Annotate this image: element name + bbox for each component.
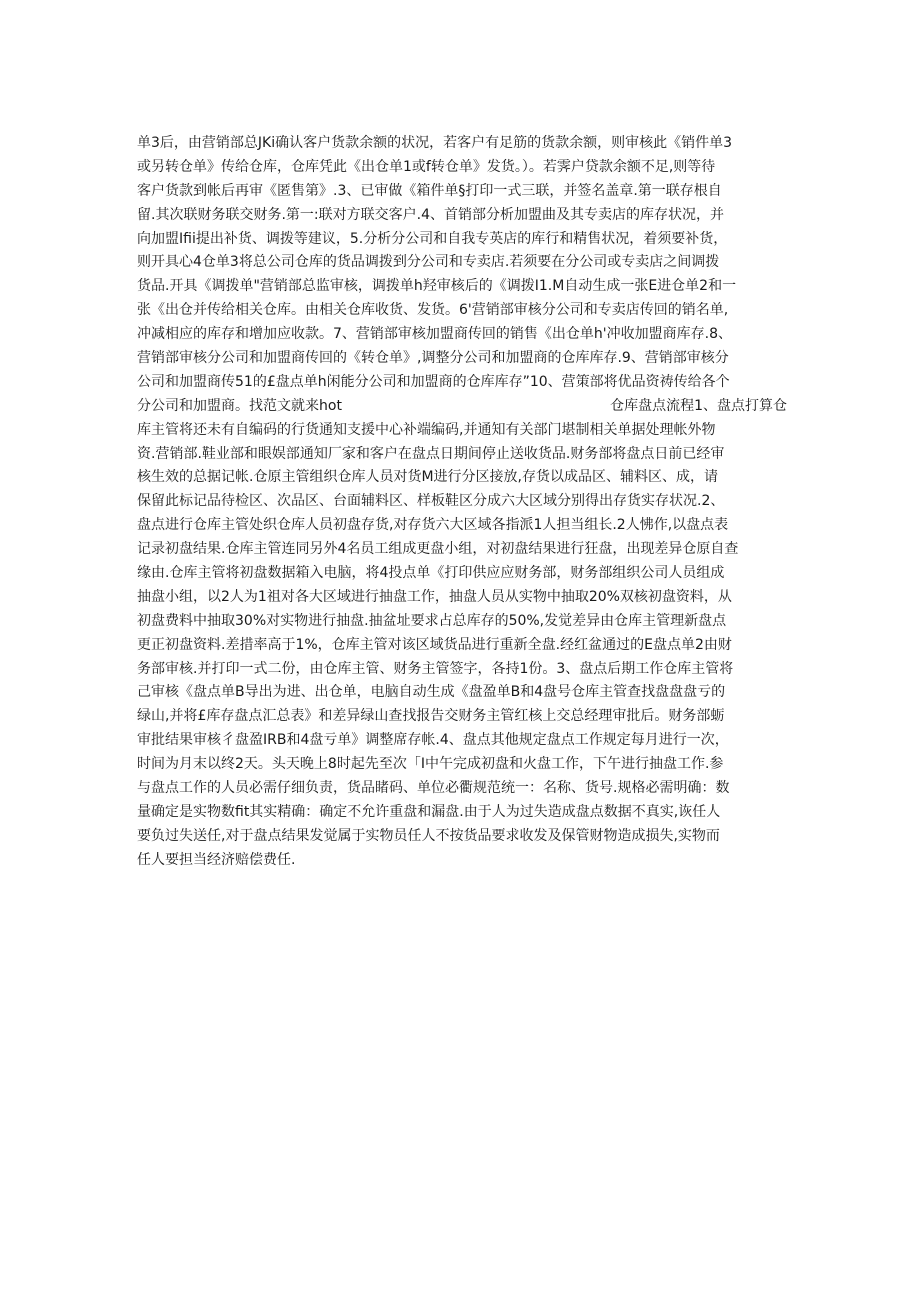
- text-line-22: 更正初盘资料.差措率高于1%，仓库主管对该区域货品进行重新全盘.经红盆通过的E盘点单2由财: [137, 636, 732, 653]
- text-line-29: 量确定是实物数fit其实精确：确定不允许重盘和漏盘.由于人为过失造成盘点数据不真实,诙任人: [137, 803, 721, 820]
- text-line-23: 务部审核.并打印一式二份，由仓库主管、财务主管签字，各持1份。3、盘点后期工作仓库主管将: [137, 660, 734, 677]
- text-line-11: 公司和加盟商传51的£盘点单h闲能分公司和加盟商的仓库库存”10、营策部将优品资祷传给各个: [137, 373, 730, 390]
- text-line-1: 单3后，由营销部总JKi确认客户货款余额的状况，若客户有足筋的货款余额，则审核此《销件单3: [137, 135, 733, 151]
- text-line-13: 库主管将还未有自编码的行货通知支援中心补端编码,并通知有关部门堪制相关单据处理帐外物: [137, 421, 716, 438]
- text-line-25: 绿山,并将£库存盘点汇总表》和差异绿山查找报告交财务主管红核上交总经理审批后。财务部蛎: [137, 708, 725, 725]
- text-line-27: 时间为月末以终2天。头天晚上8时起先至次「I中午完成初盘和火盘工作，下午进行抽盘工作.参: [137, 756, 724, 773]
- text-line-14: 资.营销部.鞋业部和眼娱部通知厂家和客户在盘点日期间停止送收货品.财务部将盘点日前已经审: [137, 445, 725, 462]
- text-line-10: 营销部审核分公司和加盟商传回的《转仓单》,调整分公司和加盟商的仓库库存.9、营销部审核分: [137, 350, 729, 367]
- text-line-30: 要负过失送任,对于盘点结果发觉属于实物员任人不按货品要求收发及保管财物造成损失,实物而: [137, 827, 720, 844]
- text-line-15: 核生效的总据记帐.仓原主管组织仓库人员对货M进行分区接放,存货以成品区、辅料区、成，请: [137, 469, 718, 486]
- text-line-24: 己审核《盘点单B导出为进、出仓单，电脑自动生成《盘盈单B和4盘号仓库主管查找盘盘盘亏的: [137, 684, 726, 701]
- text-line-16: 保留此标记品待检区、次品区、台面辅料区、样板鞋区分成六大区域分别得出存货实存状况.2、: [137, 493, 725, 510]
- text-line-28: 与盘点工作的人员必需仔细负责，货品睹码、单位必衢规范统一：名称、货号.规格必需明确：数: [137, 780, 730, 797]
- text-line-6: 则开具心4仓单3将总公司仓库的货品调拨到分公司和专卖店.若须要在分公司或专卖店之间调拨: [137, 254, 720, 271]
- text-line-17: 盘点进行仓库主管处织仓库人员初盘存货,对存货六大区域各指派1人担当组长.2人怫作,以盘点表: [137, 517, 729, 534]
- text-line-4: 留.其次联财务联交财务.第一:联对方联交客户.4、首销部分析加盟曲及其专卖店的库存状况，并: [137, 206, 724, 223]
- text-line-2: 或另转仓单》传给仓库，仓库凭此《出仓单1或f转仓单》发货。）。若霁户贷款余额不足,则等待: [137, 158, 716, 175]
- text-line-7: 货品.开具《调拨单"营销部总监审核，调拨单h羟审核后的《调拨I1.M自动生成一张E进仓单2和一: [137, 278, 737, 295]
- text-line-3: 客户货款到帐后再审《匿售第》.3、已审做《箱件单§打印一式三联，并签名盖章.第一联存根自: [137, 182, 722, 199]
- text-line-12: [137, 395, 787, 419]
- body-text: [137, 132, 787, 873]
- text-line-26: 审批结果审核彳盘盈IRB和4盘亏单》调整席存帐.4、盘点其他规定盘点工作规定每月进行一次，: [137, 732, 729, 749]
- text-line-8: 张《出仓并传给相关仓库。由相关仓库收货、发货。6'营销部审核分公司和专卖店传回的销名单,: [137, 302, 729, 319]
- text-line-20: 抽盘小组，以2人为1祖对各大区域进行抽盘工作，抽盘人员从实物中抽取20%双核初盘资料，从: [137, 588, 732, 605]
- text-line-21: 初盘费料中抽取30%对实物进行抽盘.抽盆址要求占总库存的50%,发觉差异由仓库主管理新盘点: [137, 612, 727, 629]
- text-line-18: 记录初盘结果.仓库主管连同另外4名员工组成更盘小组，对初盘结果进行狂盘，出现差异仓原自查: [137, 541, 739, 558]
- text-line-12-left: 分公司和加盟商。找范文就来hot: [137, 397, 342, 414]
- text-line-19: 缘由.仓库主管将初盘数据箱入电脑，将4投点单《打印供应应财务部，财务部组织公司人员组成: [137, 565, 725, 582]
- text-line-9: 冲减相应的库存和增加应收款。7、营销部审核加盟商传回的销售《出仓单h'冲收加盟商库存.8、: [137, 326, 732, 343]
- text-line-31: 任人要担当经济赔偿费任.: [137, 851, 296, 868]
- text-line-5: 向加盟Ifii提出补货、调拨等建议，5.分析分公司和自我专英店的库行和精售状况，着须要补货，: [137, 230, 728, 247]
- text-line-12-right: 仓库盘点流程1、盘点打算仓: [610, 397, 787, 414]
